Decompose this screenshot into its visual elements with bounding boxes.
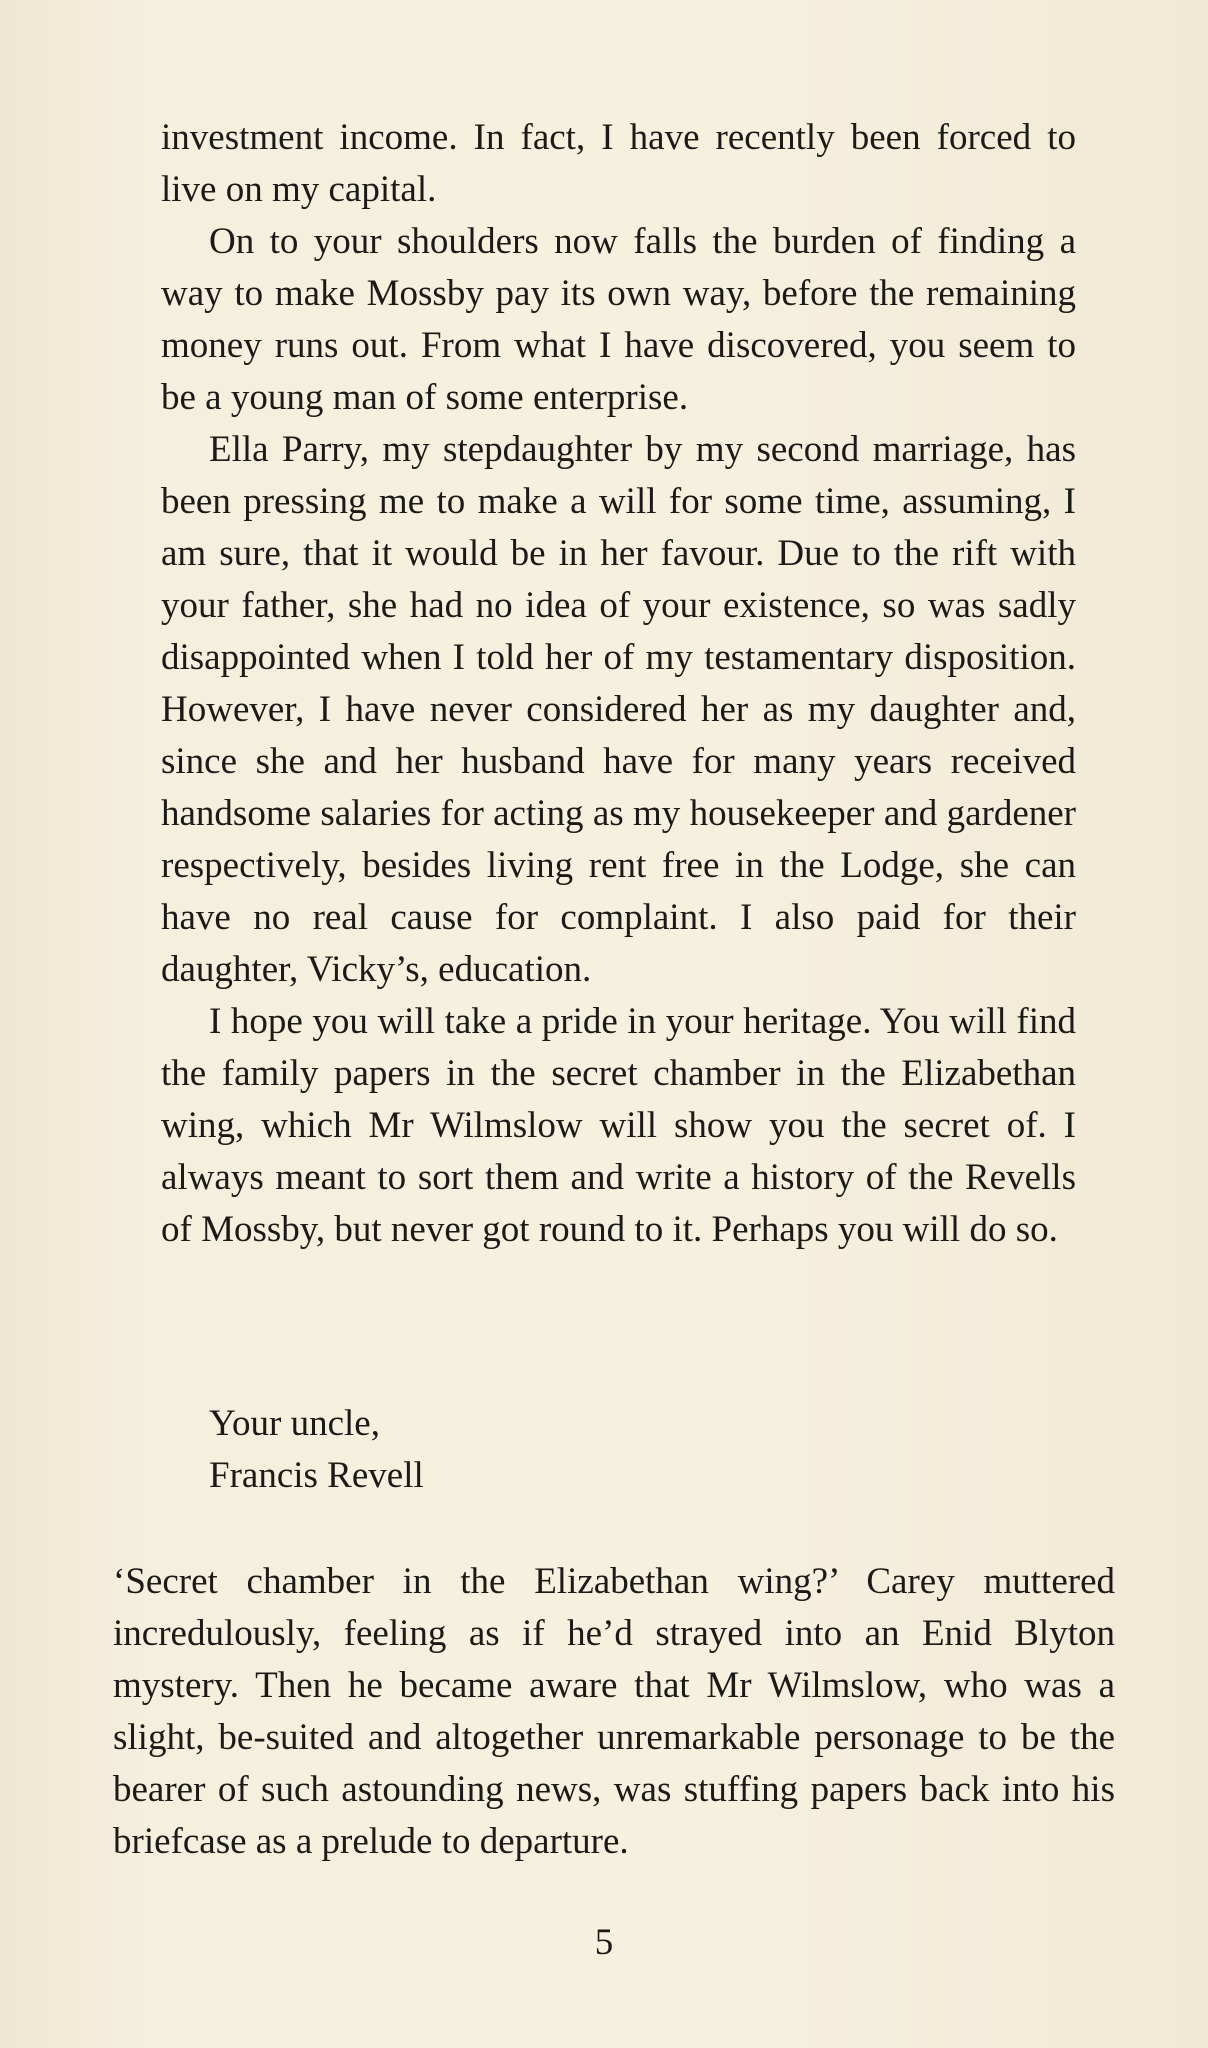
letter-closing: Your uncle, (209, 1403, 380, 1444)
narrative-paragraph: ‘Secret chamber in the Elizabethan wing?’ Carey muttered incredulously, feeling as if he’d strayed into an Enid Blyton mystery. Then he became aware that Mr Wilmslow, who was a slight, be-suited and altogether unremarkable personage to be the bearer of such astounding news, was stuffing papers back into his briefcase as a prelude to departure. (113, 1561, 1115, 1862)
letter-signoff (209, 1398, 424, 1502)
letter-paragraph-4: I hope you will take a pride in your heritage. You will find the family papers in the secret chamber in the Elizabethan wing, which Mr Wilmslow will show you the secret of. I always meant to sort them and write a history of the Revells of Mossby, but never got round to it. Perhaps you will do so. (161, 1001, 1076, 1250)
letter-body (161, 112, 1076, 1256)
page-number: 5 (594, 1922, 614, 1963)
letter-signature: Francis Revell (209, 1455, 424, 1496)
letter-paragraph-3: Ella Parry, my stepdaughter by my second marriage, has been pressing me to make a will for some time, assuming, I am sure, that it would be in her favour. Due to the rift with your father, she had no idea of your existence, so was sadly disappointed when I told her of my testamentary disposition. However, I have never considered her as my daughter and, since she and her husband have for many years received handsome salaries for acting as my housekeeper and gardener respectively, besides living rent free in the Lodge, she can have no real cause for complaint. I also paid for their daughter, Vicky’s, education. (161, 429, 1076, 990)
letter-paragraph-2: On to your shoulders now falls the burden of finding a way to make Mossby pay its own way, before the remaining money runs out. From what I have discovered, you seem to be a young man of some enterprise. (161, 221, 1076, 418)
letter-paragraph-1: investment income. In fact, I have recently been forced to live on my capital. (161, 117, 1076, 210)
narrative-body (113, 1556, 1115, 1868)
